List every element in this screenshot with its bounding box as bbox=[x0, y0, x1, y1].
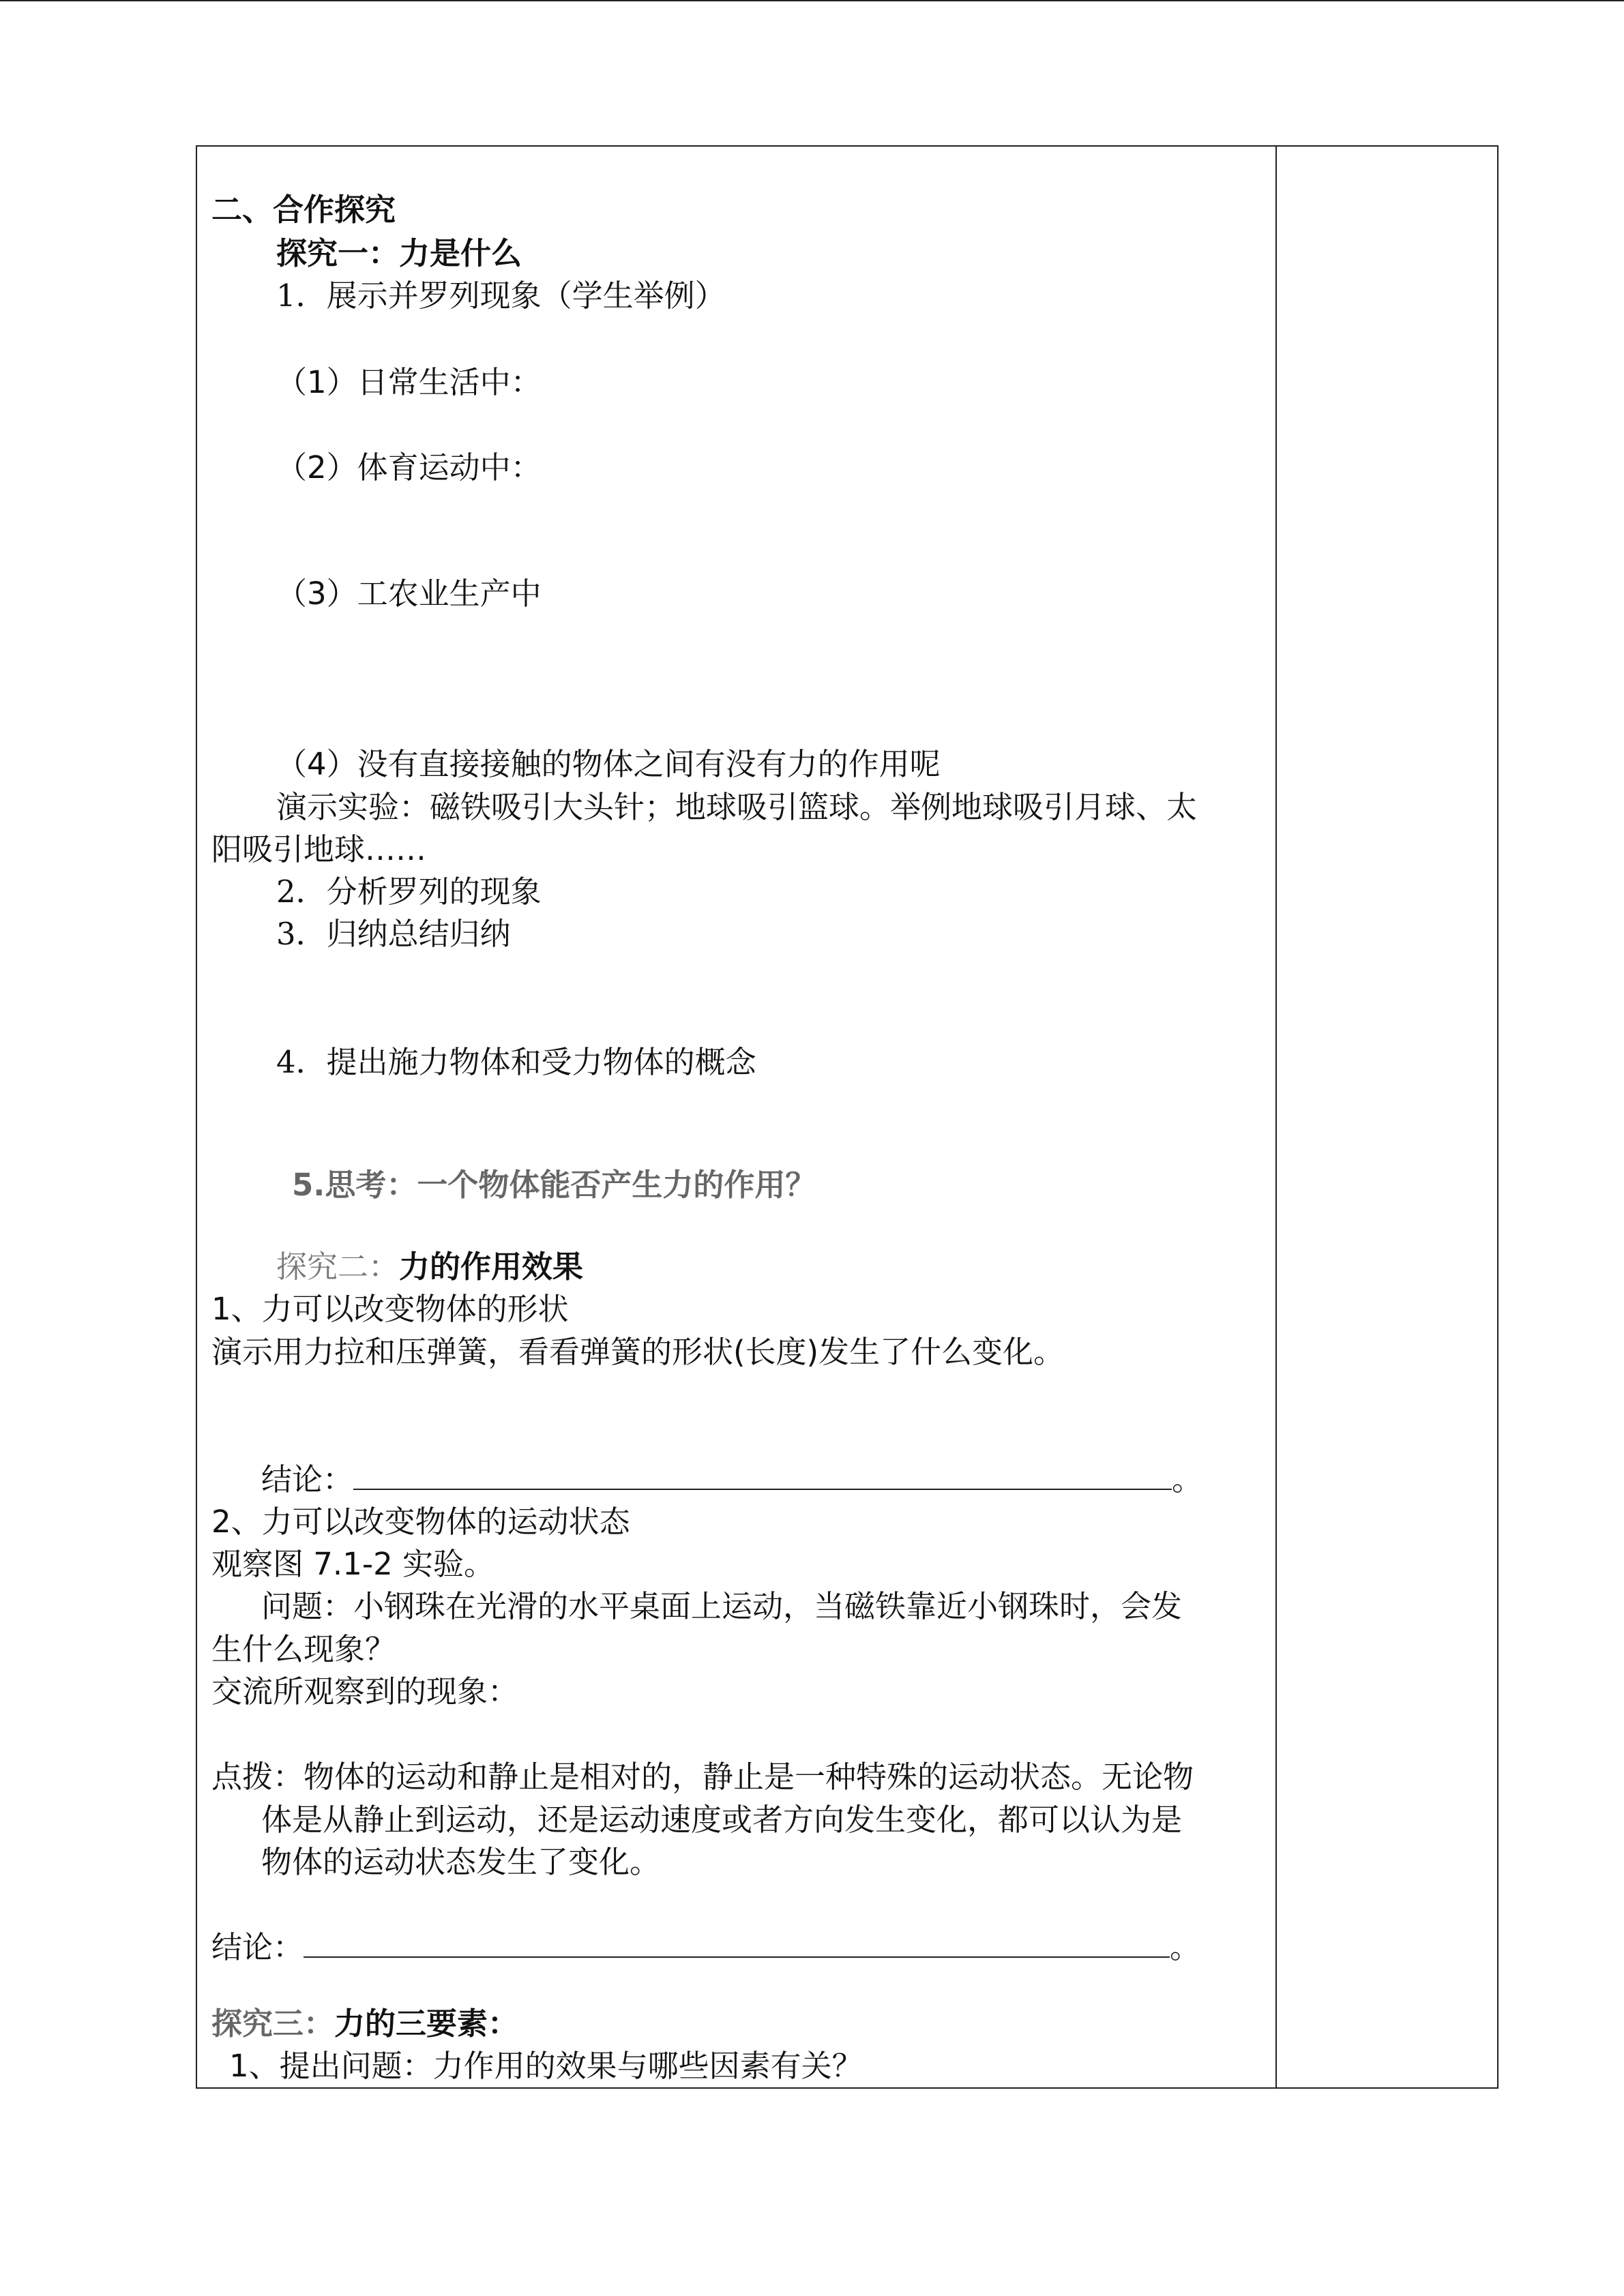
notes-column bbox=[1277, 147, 1497, 2087]
conclusion2-end: 。 bbox=[1170, 1929, 1201, 1965]
exchange-prompt: 交流所观察到的现象： bbox=[211, 1673, 519, 1710]
part2-title bbox=[276, 1248, 583, 1286]
demo-line1: 演示实验：磁铁吸引大头针；地球吸引篮球。举例地球吸引月球、太 bbox=[276, 789, 1198, 825]
part1-item2: 2．分析罗列的现象 bbox=[276, 874, 542, 910]
section-heading: 二、合作探究 bbox=[211, 192, 396, 228]
conclusion2-label: 结论： bbox=[211, 1929, 304, 1965]
part1-sub1: （1）日常生活中： bbox=[276, 364, 542, 400]
tip-line3: 物体的运动状态发生了变化。 bbox=[261, 1844, 661, 1880]
part1-item3: 3．归纳总结归纳 bbox=[276, 916, 511, 952]
part3-title bbox=[211, 2005, 518, 2043]
page-top-rule bbox=[0, 0, 1624, 1]
conclusion1-end: 。 bbox=[1172, 1461, 1203, 1497]
tip-line2: 体是从静止到运动，还是运动速度或者方向发生变化，都可以认为是 bbox=[261, 1802, 1183, 1838]
part1-sub3: （3）工农业生产中 bbox=[276, 576, 542, 612]
part3-title-prefix: 探究三： bbox=[211, 2006, 335, 2042]
conclusion2 bbox=[211, 1928, 1200, 1967]
question-line2: 生什么现象？ bbox=[211, 1631, 396, 1667]
part3-title-main: 力的三要素： bbox=[334, 2006, 519, 2042]
part1-title: 探究一：力是什么 bbox=[276, 235, 522, 271]
part2-point1: 1、力可以改变物体的形状 bbox=[211, 1291, 569, 1327]
demo-line2: 阳吸引地球…… bbox=[211, 831, 427, 867]
part2-observe: 观察图 7.1-2 实验。 bbox=[211, 1546, 495, 1582]
part1-item1: 1．展示并罗列现象（学生举例） bbox=[276, 278, 726, 314]
part2-title-prefix: 探究二： bbox=[276, 1249, 400, 1285]
part1-item4: 4．提出施力物体和受力物体的概念 bbox=[276, 1044, 756, 1080]
part2-demo: 演示用力拉和压弹簧，看看弹簧的形状(长度)发生了什么变化。 bbox=[211, 1334, 1065, 1370]
question-line1: 问题：小钢珠在光滑的水平桌面上运动，当磁铁靠近小钢珠时，会发 bbox=[261, 1588, 1183, 1624]
conclusion2-blank[interactable] bbox=[304, 1929, 1170, 1958]
conclusion1-label: 结论： bbox=[261, 1461, 354, 1497]
part1-item5: 5.思考：一个物体能否产生力的作用？ bbox=[292, 1167, 816, 1203]
part3-point1: 1、提出问题：力作用的效果与哪些因素有关？ bbox=[229, 2048, 863, 2084]
part1-sub2: （2）体育运动中： bbox=[276, 449, 542, 486]
conclusion1-blank[interactable] bbox=[353, 1461, 1172, 1490]
conclusion1 bbox=[261, 1461, 1202, 1499]
part1-sub4: （4）没有直接接触的物体之间有没有力的作用呢 bbox=[276, 746, 941, 782]
part2-point2: 2、力可以改变物体的运动状态 bbox=[211, 1504, 630, 1540]
part2-title-main: 力的作用效果 bbox=[399, 1249, 584, 1285]
tip-line1: 点拨：物体的运动和静止是相对的，静止是一种特殊的运动状态。无论物 bbox=[211, 1759, 1194, 1795]
